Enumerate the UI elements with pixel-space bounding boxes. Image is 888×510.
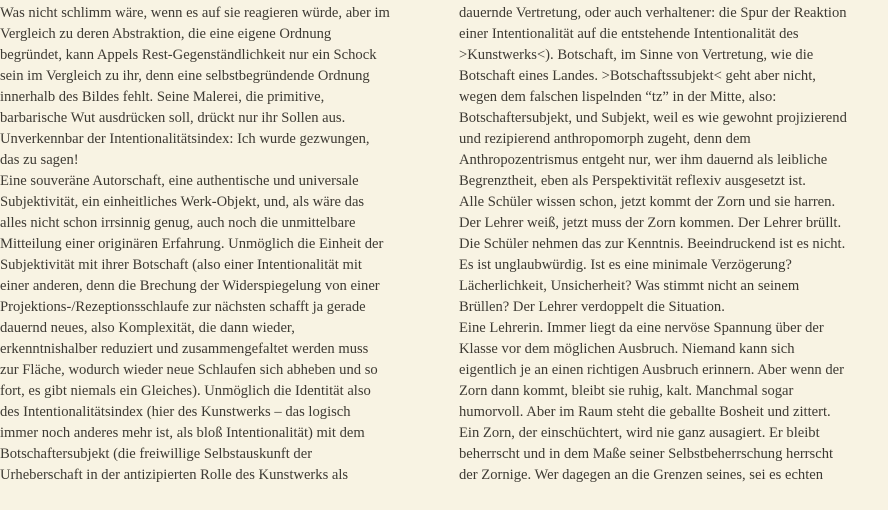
text-line: beherrscht und in dem Maße seiner Selbstbeherrschung herrscht (459, 446, 834, 462)
text-line: Alle Schüler wissen schon, jetzt kommt der Zorn und sie harren. (459, 194, 836, 210)
text-line: dauernd neues, also Komplexität, die dann wieder, (0, 320, 295, 336)
text-line: das zu sagen! (0, 152, 79, 168)
text-line: Unverkennbar der Intentionalitätsindex: Ich wurde gezwungen, (0, 131, 370, 147)
text-line: alles nicht schon irrsinnig genug, auch noch die unmittelbare (0, 215, 356, 231)
text-line: Mitteilung einer originären Erfahrung. Unmöglich die Einheit der (0, 236, 384, 252)
text-line: Botschaftersubjekt (die freiwillige Selbstauskunft der (0, 446, 313, 462)
text-line: Eine Lehrerin. Immer liegt da eine nervöse Spannung über der (459, 320, 824, 336)
text-line: einer anderen, denn die Brechung der Widerspiegelung von einer (0, 278, 380, 294)
text-line: zur Fläche, wodurch wieder neue Schlaufen sich abheben und so (0, 362, 378, 378)
text-line: innerhalb des Bildes fehlt. Seine Malerei, die primitive, (0, 89, 325, 105)
text-line: dauernde Vertretung, oder auch verhaltener: die Spur der Reaktion (459, 5, 847, 21)
text-line: Klasse vor dem möglichen Ausbruch. Niemand kann sich (459, 341, 795, 357)
text-line: Zorn dann kommt, bleibt sie ruhig, kalt. Manchmal sogar (459, 383, 794, 399)
text-line: erkenntnishalber reduziert und zusammengefaltet werden muss (0, 341, 369, 357)
text-line: Subjektivität, ein einheitliches Werk-Objekt, und, als wäre das (0, 194, 365, 210)
text-line: und rezipierend anthropomorph zugeht, denn dem (459, 131, 751, 147)
text-line: Anthropozentrismus entgeht nur, wer ihm dauernd als leibliche (459, 152, 828, 168)
text-line: immer noch anderes mehr ist, als bloß Intentionalität) mit dem (0, 425, 365, 441)
text-line: wegen dem falschen lispelnden “tz” in der Mitte, also: (459, 89, 777, 105)
text-line: Urheberschaft in der antizipierten Rolle des Kunstwerks als (0, 467, 349, 483)
text-line: Ein Zorn, der einschüchtert, wird nie ganz ausagiert. Er bleibt (459, 425, 820, 441)
text-line: Es ist unglaubwürdig. Ist es eine minimale Verzögerung? (459, 257, 792, 273)
text-line: Lächerlichkeit, Unsicherheit? Was stimmt nicht an seinem (459, 278, 800, 294)
text-line: Begrenztheit, eben als Perspektivität reflexiv ausgesetzt ist. (459, 173, 806, 189)
text-line: des Intentionalitätsindex (hier des Kunstwerks – das logisch (0, 404, 351, 420)
text-line: Vergleich zu deren Abstraktion, die eine eigene Ordnung (0, 26, 332, 42)
text-line: Botschaft eines Landes. >Botschaftssubjekt< geht aber nicht, (459, 68, 816, 84)
text-line: Brüllen? Der Lehrer verdoppelt die Situation. (459, 299, 725, 315)
text-line: Subjektivität mit ihrer Botschaft (also einer Intentionalität mit (0, 257, 362, 273)
text-line: humorvoll. Aber im Raum steht die geballte Bosheit und zittert. (459, 404, 831, 420)
text-line: begründet, kann Appels Rest-Gegenständlichkeit nur ein Schock (0, 47, 377, 63)
text-line: Projektions-/Rezeptionsschlaufe zur nächsten schafft ja gerade (0, 299, 366, 315)
right-text-column (459, 3, 888, 486)
text-line: Der Lehrer weiß, jetzt muss der Zorn kommen. Der Lehrer brüllt. (459, 215, 842, 231)
text-line: eigentlich je an einen richtigen Ausbruch erinnern. Aber wenn der (459, 362, 844, 378)
text-line: Die Schüler nehmen das zur Kenntnis. Beeindruckend ist es nicht. (459, 236, 846, 252)
text-line: Eine souveräne Autorschaft, eine authentische und universale (0, 173, 359, 189)
text-line: fort, es gibt niemals ein Gleiches). Unmöglich die Identität also (0, 383, 371, 399)
text-line: einer Intentionalität auf die entstehende Intentionalität des (459, 26, 799, 42)
text-line: Botschaftersubjekt, und Subjekt, weil es wie gewohnt projizierend (459, 110, 847, 126)
left-text-column (0, 3, 430, 486)
text-line: barbarische Wut ausdrücken soll, drückt nur ihr Sollen aus. (0, 110, 346, 126)
text-line: >Kunstwerks<). Botschaft, im Sinne von Vertretung, wie die (459, 47, 814, 63)
text-line: sein im Vergleich zu ihr, denn eine selbstbegründende Ordnung (0, 68, 370, 84)
text-line: Was nicht schlimm wäre, wenn es auf sie reagieren würde, aber im (0, 5, 390, 21)
text-line: der Zornige. Wer dagegen an die Grenzen seines, sei es echten (459, 467, 824, 483)
